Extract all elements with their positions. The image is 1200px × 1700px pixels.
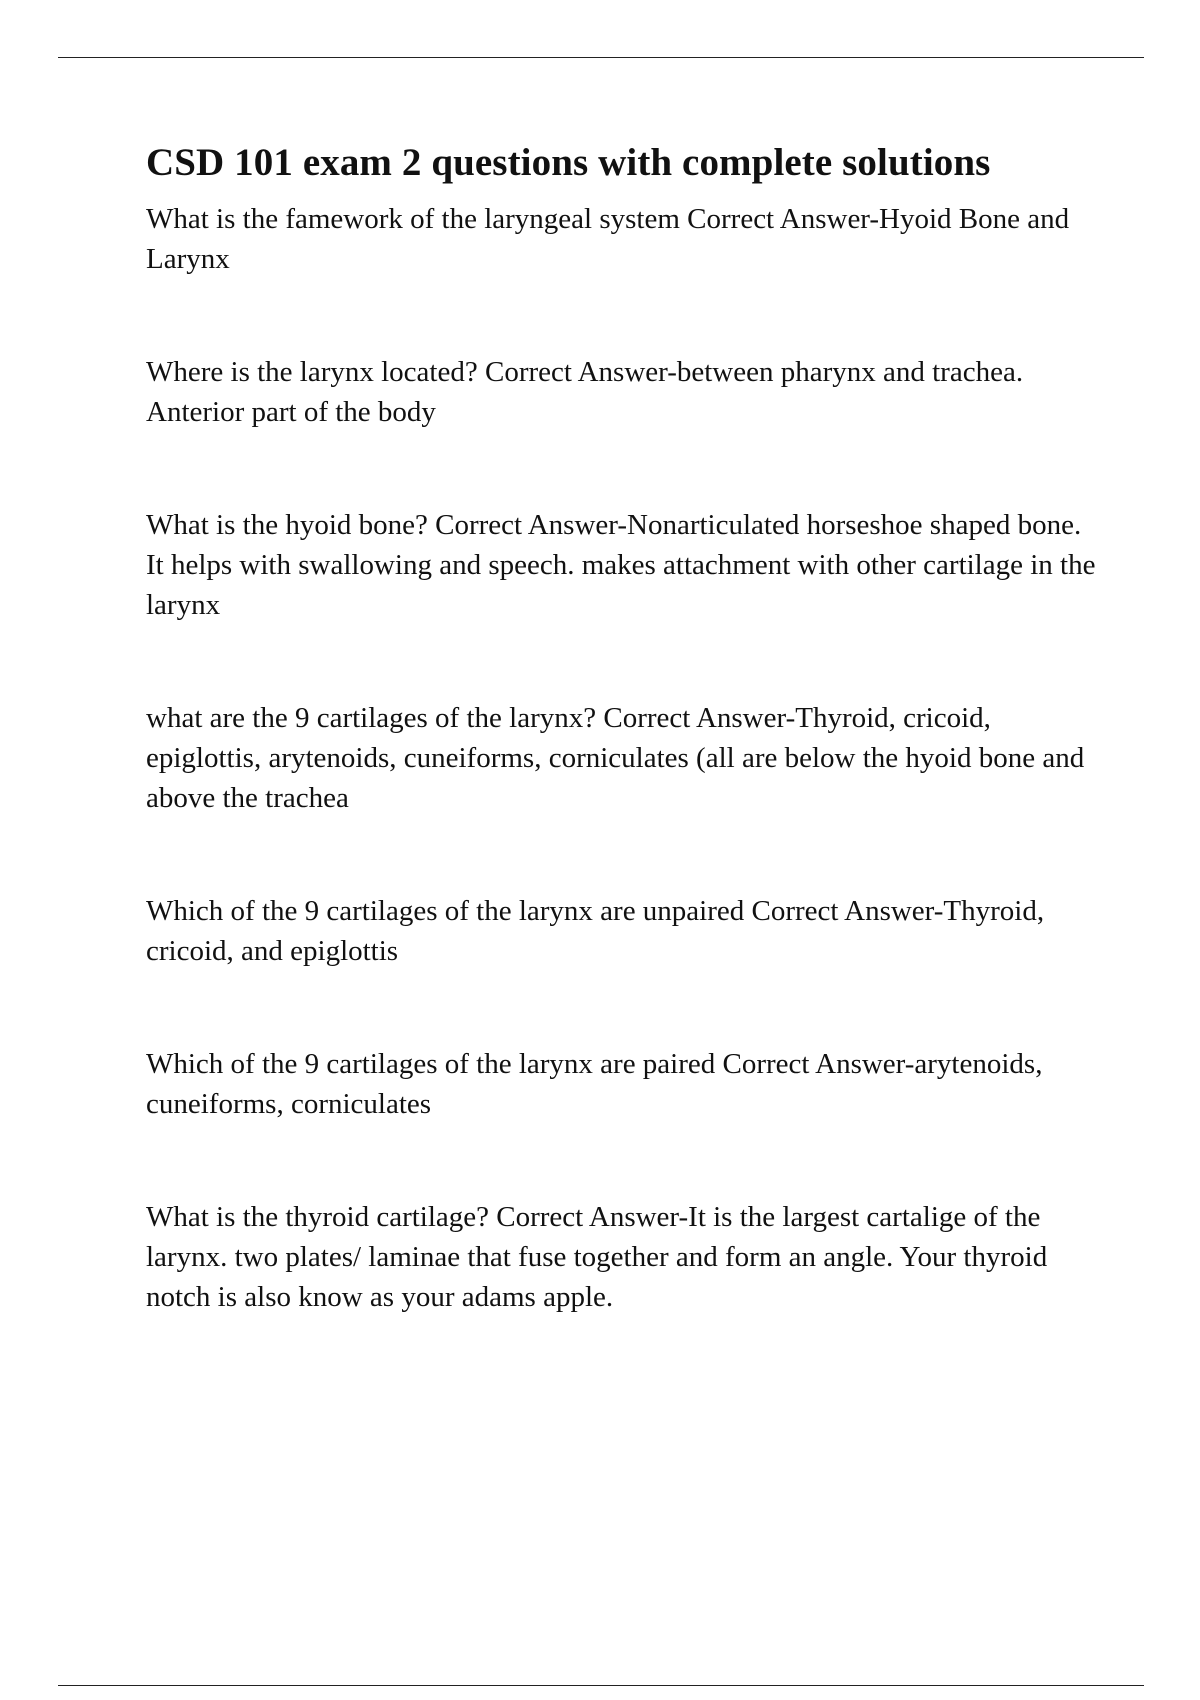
- qa-entry-2: Where is the larynx located? Correct Answer-between pharynx and trachea. Anterior part of the body: [146, 355, 1024, 428]
- qa-entry-7: What is the thyroid cartilage? Correct Answer-It is the largest cartalige of the larynx. two plates/ laminae that fuse together and form an angle. Your thyroid notch is also know as your adams apple.: [146, 1200, 1048, 1313]
- document-title: CSD 101 exam 2 questions with complete solutions: [146, 141, 991, 184]
- document-body: [146, 140, 1106, 1317]
- bottom-divider: [58, 1685, 1144, 1686]
- qa-entry-1: What is the famework of the laryngeal system Correct Answer-Hyoid Bone and Larynx: [146, 202, 1070, 275]
- qa-entry-5: Which of the 9 cartilages of the larynx are unpaired Correct Answer-Thyroid, cricoid, and epiglottis: [146, 894, 1045, 967]
- top-divider: [58, 57, 1144, 58]
- qa-entry-6: Which of the 9 cartilages of the larynx are paired Correct Answer-arytenoids, cuneiforms, corniculates: [146, 1047, 1043, 1120]
- qa-entry-4: what are the 9 cartilages of the larynx? Correct Answer-Thyroid, cricoid, epiglottis, arytenoids, cuneiforms, corniculates (all are below the hyoid bone and above the trachea: [146, 701, 1085, 814]
- qa-entry-3: What is the hyoid bone? Correct Answer-Nonarticulated horseshoe shaped bone. It helps with swallowing and speech. makes attachment with other cartilage in the larynx: [146, 508, 1096, 621]
